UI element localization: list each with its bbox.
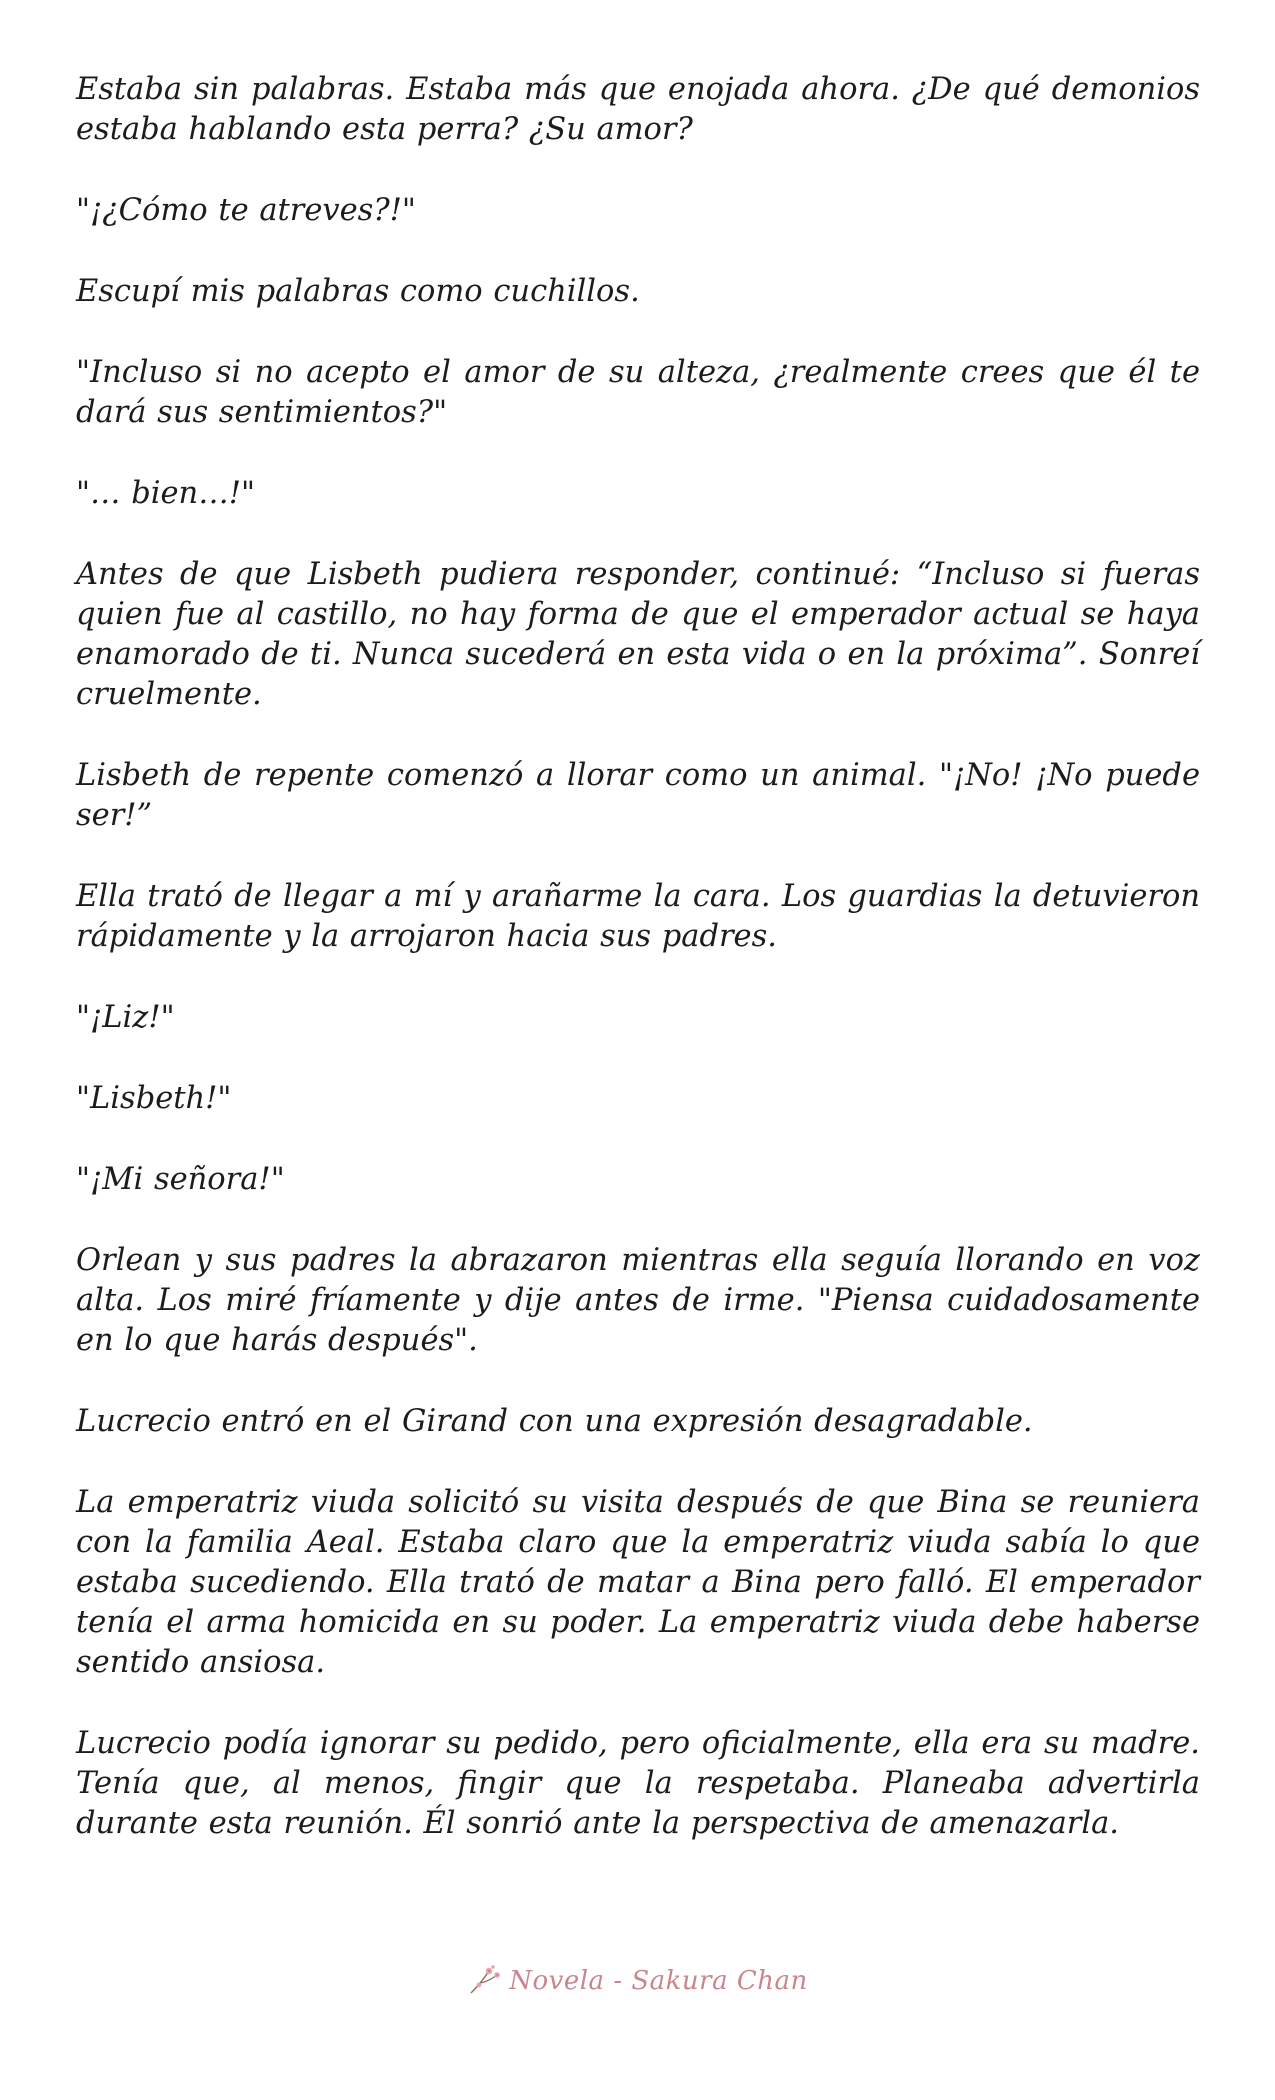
paragraph: Lisbeth de repente comenzó a llorar como un animal. "¡No! ¡No puede ser!” — [76, 758, 1200, 833]
paragraph: "… bien…!" — [76, 476, 255, 511]
cherry-blossom-icon — [467, 1963, 503, 1999]
paragraph: Estaba sin palabras. Estaba más que enojada ahora. ¿De qué demonios estaba hablando esta perra? ¿Su amor? — [76, 72, 1200, 147]
paragraph: "¡¿Cómo te atreves?!" — [76, 193, 416, 228]
paragraph: "Lisbeth!" — [76, 1081, 232, 1116]
paragraph: Orlean y sus padres la abrazaron mientras ella seguía llorando en voz alta. Los miré fríamente y dije antes de irme. "Piensa cuidadosamente en lo que harás después". — [76, 1243, 1200, 1358]
paragraph: Escupí mis palabras como cuchillos. — [76, 274, 640, 309]
paragraph: La emperatriz viuda solicitó su visita después de que Bina se reuniera con la familia Aeal. Estaba claro que la emperatriz viuda sabía lo que estaba sucediendo. Ella trató de matar a Bina pero falló. El emperador tenía el arma homicida en su poder. La emperatriz viuda debe haberse sentido ansiosa. — [76, 1485, 1200, 1680]
footer-watermark — [0, 1963, 1275, 1999]
paragraph: Antes de que Lisbeth pudiera responder, continué: “Incluso si fueras quien fue al castillo, no hay forma de que el emperador actual se haya enamorado de ti. Nunca sucederá en esta vida o en la próxima”. Sonreí cruelmente. — [76, 557, 1200, 712]
footer-text: Novela - Sakura Chan — [509, 1966, 808, 1996]
paragraph: "¡Liz!" — [76, 1000, 175, 1035]
paragraph: Lucrecio entró en el Girand con una expresión desagradable. — [76, 1404, 1033, 1439]
paragraph: Lucrecio podía ignorar su pedido, pero oficialmente, ella era su madre. Tenía que, al menos, fingir que la respetaba. Planeaba advertirla durante esta reunión. Él sonrió ante la perspectiva de amenazarla. — [76, 1726, 1200, 1841]
paragraph: "¡Mi señora!" — [76, 1162, 285, 1197]
paragraph: Ella trató de llegar a mí y arañarme la cara. Los guardias la detuvieron rápidamente y la arrojaron hacia sus padres. — [76, 879, 1200, 954]
document-body — [76, 70, 1200, 1885]
paragraph: "Incluso si no acepto el amor de su alteza, ¿realmente crees que él te dará sus sentimientos?" — [76, 355, 1200, 430]
